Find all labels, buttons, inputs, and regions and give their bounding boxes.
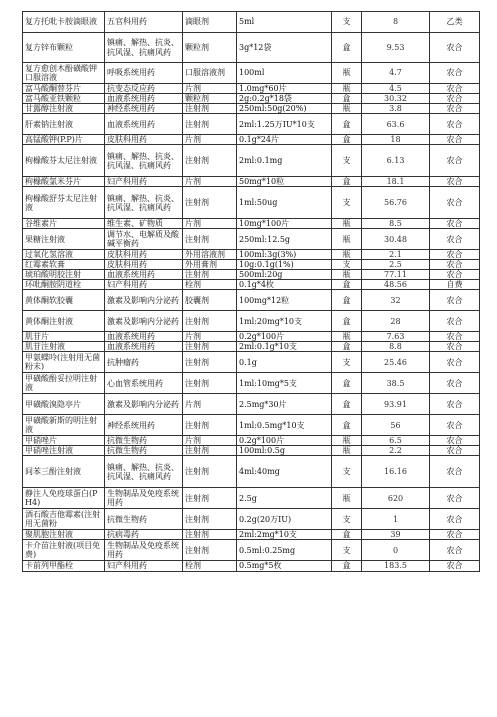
table-row <box>23 290 480 311</box>
unit-cell: 瓶 <box>332 63 362 84</box>
category-cell: 抗肿瘤药 <box>105 352 183 373</box>
dosage-form-cell: 注射剂 <box>183 342 237 352</box>
unit-cell: 盒 <box>332 135 362 145</box>
unit-cell: 盒 <box>332 373 362 394</box>
insurance-type-cell: 农合 <box>430 94 480 104</box>
drug-name-cell: 甲磺酸酚妥拉明注射液 <box>23 373 105 394</box>
price-cell: 8 <box>362 12 430 33</box>
drug-name-cell: 甘露醇注射液 <box>23 104 105 114</box>
dosage-form-cell: 片剂 <box>183 84 237 94</box>
category-cell: 心血管系统用药 <box>105 373 183 394</box>
unit-cell: 盒 <box>332 530 362 540</box>
table-row <box>23 177 480 187</box>
specification-cell: 2.5g <box>237 488 332 509</box>
price-cell: 4.7 <box>362 63 430 84</box>
insurance-type-cell: 农合 <box>430 540 480 561</box>
table-row <box>23 219 480 229</box>
price-cell: 38.5 <box>362 373 430 394</box>
insurance-type-cell: 农合 <box>430 509 480 530</box>
table-row <box>23 530 480 540</box>
insurance-type-cell: 农合 <box>430 373 480 394</box>
table-row <box>23 509 480 530</box>
drug-name-cell: 酒石酸吉他霉素(注射用无菌粉 <box>23 509 105 530</box>
drug-name-cell: 环吡酮胺阴道栓 <box>23 280 105 290</box>
drug-price-table <box>22 11 480 572</box>
category-cell: 皮肤科用药 <box>105 260 183 270</box>
category-cell: 抗微生物药 <box>105 446 183 456</box>
drug-name-cell: 肌苷注射液 <box>23 342 105 352</box>
unit-cell: 支 <box>332 352 362 373</box>
unit-cell: 瓶 <box>332 446 362 456</box>
specification-cell: 0.2g*100片 <box>237 436 332 446</box>
table-row <box>23 373 480 394</box>
specification-cell: 3g*12袋 <box>237 33 332 63</box>
specification-cell: 100ml <box>237 63 332 84</box>
specification-cell: 5ml <box>237 12 332 33</box>
insurance-type-cell: 农合 <box>430 219 480 229</box>
unit-cell: 盒 <box>332 415 362 436</box>
table-row <box>23 415 480 436</box>
category-cell: 抗微生物药 <box>105 436 183 446</box>
category-cell: 血液系统用药 <box>105 270 183 280</box>
insurance-type-cell: 农合 <box>430 104 480 114</box>
drug-name-cell: 甲磺酸溴隐亭片 <box>23 394 105 415</box>
table-row <box>23 270 480 280</box>
drug-name-cell: 卡介苗注射液(项目免费) <box>23 540 105 561</box>
category-cell: 生物制品及免疫系统用药 <box>105 540 183 561</box>
drug-name-cell: 枸橼酸氯米芬片 <box>23 177 105 187</box>
unit-cell: 支 <box>332 260 362 270</box>
drug-name-cell: 复方托吡卡胺滴眼液 <box>23 12 105 33</box>
specification-cell: 2.5mg*30片 <box>237 394 332 415</box>
insurance-type-cell: 乙类 <box>430 12 480 33</box>
specification-cell: 250ml:12.5g <box>237 229 332 250</box>
unit-cell: 瓶 <box>332 436 362 446</box>
category-cell: 五官科用药 <box>105 12 183 33</box>
dosage-form-cell: 外用溶液剂 <box>183 250 237 260</box>
table-row <box>23 436 480 446</box>
category-cell: 调节水、电解质及酸碱平衡药 <box>105 229 183 250</box>
drug-name-cell: 聚肌胞注射液 <box>23 530 105 540</box>
insurance-type-cell: 农合 <box>430 260 480 270</box>
category-cell: 血液系统用药 <box>105 332 183 342</box>
drug-name-cell: 高锰酸钾(P.P)片 <box>23 135 105 145</box>
dosage-form-cell: 注射剂 <box>183 540 237 561</box>
price-cell: 8.8 <box>362 342 430 352</box>
specification-cell: 100ml:3g(3%) <box>237 250 332 260</box>
unit-cell: 盒 <box>332 94 362 104</box>
price-cell: 18.1 <box>362 177 430 187</box>
specification-cell: 0.5mg*5枚 <box>237 561 332 571</box>
table-row <box>23 12 480 33</box>
dosage-form-cell: 外用膏剂 <box>183 260 237 270</box>
dosage-form-cell: 注射剂 <box>183 352 237 373</box>
table-row <box>23 342 480 352</box>
dosage-form-cell: 注射剂 <box>183 229 237 250</box>
dosage-form-cell: 片剂 <box>183 436 237 446</box>
specification-cell: 0.1g*24片 <box>237 135 332 145</box>
dosage-form-cell: 片剂 <box>183 332 237 342</box>
insurance-type-cell: 农合 <box>430 187 480 219</box>
price-cell: 7.63 <box>362 332 430 342</box>
unit-cell: 盒 <box>332 311 362 332</box>
insurance-type-cell: 农合 <box>430 250 480 260</box>
unit-cell: 支 <box>332 456 362 488</box>
table-row <box>23 488 480 509</box>
insurance-type-cell: 农合 <box>430 311 480 332</box>
table-row <box>23 94 480 104</box>
specification-cell: 500ml:20g <box>237 270 332 280</box>
specification-cell: 2g:0.2g*18袋 <box>237 94 332 104</box>
drug-name-cell: 枸橼酸舒芬太尼注射液 <box>23 187 105 219</box>
drug-name-cell: 富马酸酮替芬片 <box>23 84 105 94</box>
dosage-form-cell: 注射剂 <box>183 114 237 135</box>
unit-cell: 盒 <box>332 342 362 352</box>
dosage-form-cell: 片剂 <box>183 177 237 187</box>
category-cell: 神经系统用药 <box>105 104 183 114</box>
drug-name-cell: 甲硝唑片 <box>23 436 105 446</box>
specification-cell: 0.1g <box>237 352 332 373</box>
table-row <box>23 260 480 270</box>
insurance-type-cell: 农合 <box>430 63 480 84</box>
dosage-form-cell: 口服溶液剂 <box>183 63 237 84</box>
specification-cell: 1ml:20mg*10支 <box>237 311 332 332</box>
unit-cell: 支 <box>332 145 362 177</box>
unit-cell: 瓶 <box>332 250 362 260</box>
unit-cell: 支 <box>332 187 362 219</box>
category-cell: 镇痛、解热、抗炎、抗风湿、抗痛风药 <box>105 145 183 177</box>
dosage-form-cell: 注射剂 <box>183 509 237 530</box>
price-cell: 16.16 <box>362 456 430 488</box>
dosage-form-cell: 片剂 <box>183 135 237 145</box>
category-cell: 血液系统用药 <box>105 114 183 135</box>
category-cell: 血液系统用药 <box>105 342 183 352</box>
category-cell: 镇痛、解热、抗炎、抗风湿、抗痛风药 <box>105 33 183 63</box>
category-cell: 妇产科用药 <box>105 561 183 571</box>
unit-cell: 支 <box>332 12 362 33</box>
unit-cell: 瓶 <box>332 270 362 280</box>
category-cell: 抗微生物药 <box>105 509 183 530</box>
table-row <box>23 229 480 250</box>
price-cell: 6.13 <box>362 145 430 177</box>
drug-name-cell: 琥珀酸明胶注射 <box>23 270 105 280</box>
drug-name-cell: 复方愈创木酚磺酸钾口服溶液 <box>23 63 105 84</box>
unit-cell: 瓶 <box>332 488 362 509</box>
category-cell: 抗变态反应药 <box>105 84 183 94</box>
unit-cell: 盒 <box>332 280 362 290</box>
dosage-form-cell: 注射剂 <box>183 145 237 177</box>
dosage-form-cell: 注射剂 <box>183 187 237 219</box>
unit-cell: 盒 <box>332 561 362 571</box>
insurance-type-cell: 农合 <box>430 530 480 540</box>
dosage-form-cell: 注射剂 <box>183 415 237 436</box>
dosage-form-cell: 胶囊剂 <box>183 290 237 311</box>
insurance-type-cell: 农合 <box>430 342 480 352</box>
price-cell: 620 <box>362 488 430 509</box>
insurance-type-cell: 农合 <box>430 488 480 509</box>
specification-cell: 0.5ml:0.25mg <box>237 540 332 561</box>
dosage-form-cell: 注射剂 <box>183 530 237 540</box>
table-row <box>23 280 480 290</box>
table-row <box>23 561 480 571</box>
price-cell: 32 <box>362 290 430 311</box>
specification-cell: 1ml:50ug <box>237 187 332 219</box>
price-cell: 4.5 <box>362 84 430 94</box>
unit-cell: 盒 <box>332 114 362 135</box>
dosage-form-cell: 注射剂 <box>183 270 237 280</box>
unit-cell: 瓶 <box>332 219 362 229</box>
drug-name-cell: 果糖注射液 <box>23 229 105 250</box>
table-row <box>23 446 480 456</box>
price-cell: 28 <box>362 311 430 332</box>
category-cell: 激素及影响内分泌药 <box>105 311 183 332</box>
price-cell: 39 <box>362 530 430 540</box>
drug-name-cell: 卡前列甲酯栓 <box>23 561 105 571</box>
price-cell: 8.5 <box>362 219 430 229</box>
drug-name-cell: 黄体酮软胶囊 <box>23 290 105 311</box>
category-cell: 激素及影响内分泌药 <box>105 394 183 415</box>
price-cell: 18 <box>362 135 430 145</box>
table-row <box>23 332 480 342</box>
insurance-type-cell: 农合 <box>430 436 480 446</box>
dosage-form-cell: 片剂 <box>183 219 237 229</box>
category-cell: 皮肤科用药 <box>105 135 183 145</box>
price-cell: 25.46 <box>362 352 430 373</box>
table-row <box>23 394 480 415</box>
unit-cell: 瓶 <box>332 84 362 94</box>
drug-name-cell: 黄体酮注射液 <box>23 311 105 332</box>
insurance-type-cell: 农合 <box>430 446 480 456</box>
insurance-type-cell: 农合 <box>430 229 480 250</box>
unit-cell: 瓶 <box>332 332 362 342</box>
drug-name-cell: 复方锌布颗粒 <box>23 33 105 63</box>
insurance-type-cell: 农合 <box>430 332 480 342</box>
dosage-form-cell: 滴眼剂 <box>183 12 237 33</box>
specification-cell: 1.0mg*60片 <box>237 84 332 94</box>
price-cell: 30.48 <box>362 229 430 250</box>
specification-cell: 1ml:10mg*5支 <box>237 373 332 394</box>
category-cell: 维生素、矿物质 <box>105 219 183 229</box>
table-row <box>23 114 480 135</box>
category-cell: 血液系统用药 <box>105 94 183 104</box>
table-row <box>23 456 480 488</box>
table-row <box>23 250 480 260</box>
dosage-form-cell: 注射剂 <box>183 104 237 114</box>
insurance-type-cell: 农合 <box>430 352 480 373</box>
specification-cell: 10g:0.1g(1%) <box>237 260 332 270</box>
drug-name-cell: 肌苷片 <box>23 332 105 342</box>
table-row <box>23 33 480 63</box>
dosage-form-cell: 注射剂 <box>183 373 237 394</box>
price-cell: 2.2 <box>362 446 430 456</box>
insurance-type-cell: 农合 <box>430 84 480 94</box>
unit-cell: 支 <box>332 540 362 561</box>
dosage-form-cell: 颗粒剂 <box>183 33 237 63</box>
unit-cell: 盒 <box>332 290 362 311</box>
dosage-form-cell: 注射剂 <box>183 311 237 332</box>
drug-name-cell: 过氧化氢溶液 <box>23 250 105 260</box>
specification-cell: 10mg*100片 <box>237 219 332 229</box>
insurance-type-cell: 农合 <box>430 270 480 280</box>
specification-cell: 2ml:0.1mg <box>237 145 332 177</box>
category-cell: 镇痛、解热、抗炎、抗风湿、抗痛风药 <box>105 187 183 219</box>
insurance-type-cell: 农合 <box>430 456 480 488</box>
drug-name-cell: 甲磺酸新斯的明注射液 <box>23 415 105 436</box>
price-cell: 0 <box>362 540 430 561</box>
price-cell: 2.1 <box>362 250 430 260</box>
drug-name-cell: 红霉素软膏 <box>23 260 105 270</box>
category-cell: 妇产科用药 <box>105 177 183 187</box>
dosage-form-cell: 注射剂 <box>183 456 237 488</box>
drug-name-cell: 甲氨蝶呤(注射用无菌粉末) <box>23 352 105 373</box>
price-cell: 77.11 <box>362 270 430 280</box>
price-cell: 9.53 <box>362 33 430 63</box>
dosage-form-cell: 注射剂 <box>183 446 237 456</box>
price-cell: 56.76 <box>362 187 430 219</box>
table-row <box>23 104 480 114</box>
unit-cell: 盒 <box>332 394 362 415</box>
drug-name-cell: 枸橼酸芬太尼注射液 <box>23 145 105 177</box>
specification-cell: 250ml:50g(20%) <box>237 104 332 114</box>
drug-name-cell: 静注人免疫球蛋白(PH4) <box>23 488 105 509</box>
insurance-type-cell: 农合 <box>430 415 480 436</box>
specification-cell: 2ml:2mg*10支 <box>237 530 332 540</box>
price-cell: 1 <box>362 509 430 530</box>
drug-name-cell: 间苯三酚注射液 <box>23 456 105 488</box>
specification-cell: 2ml:0.1g*10支 <box>237 342 332 352</box>
specification-cell: 100ml:0.5g <box>237 446 332 456</box>
table-row <box>23 135 480 145</box>
specification-cell: 1ml:0.5mg*10支 <box>237 415 332 436</box>
price-cell: 183.5 <box>362 561 430 571</box>
price-cell: 3.8 <box>362 104 430 114</box>
insurance-type-cell: 农合 <box>430 290 480 311</box>
table-row <box>23 540 480 561</box>
specification-cell: 4ml:40mg <box>237 456 332 488</box>
unit-cell: 瓶 <box>332 229 362 250</box>
unit-cell: 瓶 <box>332 104 362 114</box>
category-cell: 呼吸系统用药 <box>105 63 183 84</box>
specification-cell: 50mg*10粒 <box>237 177 332 187</box>
table-row <box>23 84 480 94</box>
insurance-type-cell: 农合 <box>430 394 480 415</box>
insurance-type-cell: 自费 <box>430 280 480 290</box>
category-cell: 抗病毒药 <box>105 530 183 540</box>
table-row <box>23 311 480 332</box>
dosage-form-cell: 注射剂 <box>183 488 237 509</box>
price-cell: 30.32 <box>362 94 430 104</box>
dosage-form-cell: 片剂 <box>183 394 237 415</box>
dosage-form-cell: 颗粒剂 <box>183 94 237 104</box>
drug-name-cell: 富马酸亚铁颗粒 <box>23 94 105 104</box>
drug-name-cell: 甲硝唑注射液 <box>23 446 105 456</box>
insurance-type-cell: 农合 <box>430 561 480 571</box>
price-cell: 63.6 <box>362 114 430 135</box>
insurance-type-cell: 农合 <box>430 33 480 63</box>
category-cell: 镇痛、解热、抗炎、抗风湿、抗痛风药 <box>105 456 183 488</box>
price-cell: 6.5 <box>362 436 430 446</box>
table-row <box>23 352 480 373</box>
dosage-form-cell: 栓剂 <box>183 280 237 290</box>
table-row <box>23 63 480 84</box>
specification-cell: 2ml:1.25万IU*10支 <box>237 114 332 135</box>
insurance-type-cell: 农合 <box>430 114 480 135</box>
category-cell: 生物制品及免疫系统用药 <box>105 488 183 509</box>
category-cell: 皮肤科用药 <box>105 250 183 260</box>
drug-name-cell: 肝素钠注射液 <box>23 114 105 135</box>
specification-cell: 100mg*12粒 <box>237 290 332 311</box>
table-row <box>23 145 480 177</box>
unit-cell: 支 <box>332 509 362 530</box>
specification-cell: 0.1g*4枚 <box>237 280 332 290</box>
table-row <box>23 187 480 219</box>
specification-cell: 0.2g(20万IU) <box>237 509 332 530</box>
drug-name-cell: 谷维素片 <box>23 219 105 229</box>
insurance-type-cell: 农合 <box>430 177 480 187</box>
insurance-type-cell: 农合 <box>430 135 480 145</box>
price-cell: 2.5 <box>362 260 430 270</box>
insurance-type-cell: 农合 <box>430 145 480 177</box>
price-cell: 56 <box>362 415 430 436</box>
unit-cell: 盒 <box>332 177 362 187</box>
dosage-form-cell: 栓剂 <box>183 561 237 571</box>
price-cell: 48.56 <box>362 280 430 290</box>
category-cell: 激素及影响内分泌药 <box>105 290 183 311</box>
price-cell: 93.91 <box>362 394 430 415</box>
category-cell: 神经系统用药 <box>105 415 183 436</box>
category-cell: 妇产科用药 <box>105 280 183 290</box>
unit-cell: 盒 <box>332 33 362 63</box>
specification-cell: 0.2g*100片 <box>237 332 332 342</box>
